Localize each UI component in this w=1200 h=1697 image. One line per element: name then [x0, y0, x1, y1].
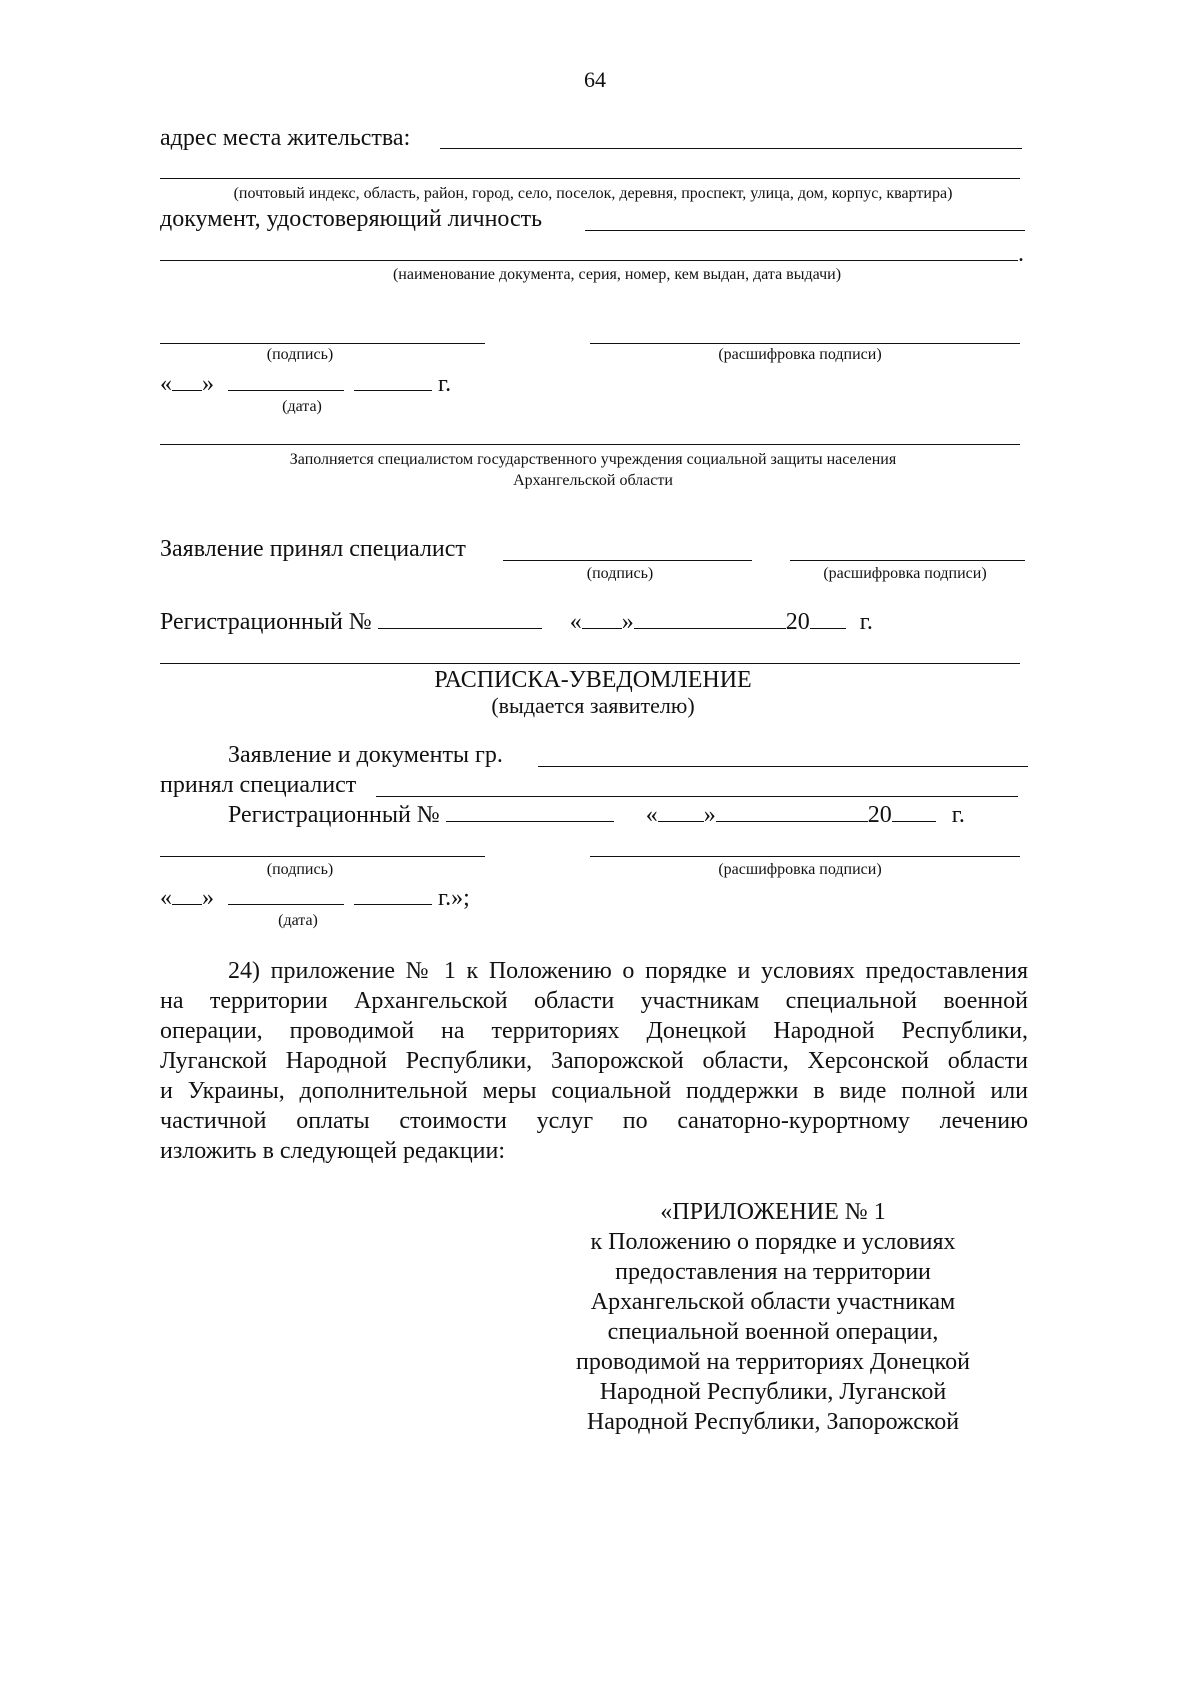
paragraph-line: Луганской Народной Республики, Запорожской области, Херсонской области — [160, 1048, 1028, 1074]
receipt-signature-hint: (подпись) — [266, 861, 334, 878]
signature-decode-line — [590, 343, 1020, 344]
month-blank — [228, 884, 344, 905]
year-prefix: 20 — [867, 802, 892, 828]
specialist-signature-hint: (подпись) — [586, 565, 654, 582]
address-line-2 — [160, 178, 1020, 179]
separator-line — [160, 663, 1020, 664]
id-doc-end: . — [1018, 241, 1024, 267]
specialist-decode-line — [790, 560, 1025, 561]
receipt-title: РАСПИСКА-УВЕДОМЛЕНИЕ — [434, 667, 752, 693]
address-hint: (почтовый индекс, область, район, город, село, поселок, деревня, проспект, улица, дом, корпус, квартира) — [233, 185, 953, 202]
reg-label: Регистрационный № — [228, 802, 440, 828]
day-blank — [582, 608, 622, 629]
appendix-heading-line: предоставления на территории — [615, 1259, 931, 1285]
address-line — [440, 148, 1022, 149]
receipt-subtitle: (выдается заявителю) — [491, 693, 695, 718]
year-blank — [354, 370, 432, 391]
quote-close: » — [703, 802, 716, 828]
signature-line — [160, 343, 485, 344]
quote-close: » — [202, 885, 214, 911]
appendix-heading-line: проводимой на территориях Донецкой — [576, 1349, 970, 1375]
receipt-decode-hint: (расшифровка подписи) — [718, 861, 882, 878]
receipt-accepted-line — [376, 796, 1018, 797]
receipt-accepted-label: принял специалист — [160, 772, 357, 798]
date-suffix: г.»; — [438, 885, 470, 911]
year-suffix: г. — [438, 371, 452, 397]
page-number: 64 — [584, 67, 606, 92]
specialist-signature-line — [503, 560, 752, 561]
registration-row — [160, 608, 873, 636]
docs-line — [538, 766, 1028, 767]
id-doc-label: документ, удостоверяющий личность — [160, 206, 543, 232]
quote-open: « — [569, 609, 582, 635]
paragraph-line: на территории Архангельской области участникам специальной военной — [160, 988, 1028, 1014]
id-doc-line-2 — [160, 260, 1018, 261]
day-blank — [172, 370, 202, 391]
month-blank — [634, 608, 786, 629]
month-blank — [228, 370, 344, 391]
appendix-heading-line: «ПРИЛОЖЕНИЕ № 1 — [660, 1199, 886, 1225]
paragraph-line: операции, проводимой на территориях Донецкой Народной Республики, — [160, 1018, 1028, 1044]
quote-close: » — [621, 609, 634, 635]
day-blank — [658, 801, 704, 822]
paragraph-line: изложить в следующей редакции: — [160, 1138, 506, 1164]
address-label: адрес места жительства: — [160, 125, 411, 151]
specialist-decode-hint: (расшифровка подписи) — [823, 565, 987, 582]
day-blank — [172, 884, 202, 905]
paragraph-line: частичной оплаты стоимости услуг по санаторно-курортному лечению — [160, 1108, 1028, 1134]
reg-number-blank — [446, 801, 614, 822]
docs-label: Заявление и документы гр. — [228, 742, 503, 768]
quote-open: « — [160, 371, 172, 397]
reg-number-blank — [378, 608, 542, 629]
year-blank — [354, 884, 432, 905]
receipt-decode-line — [590, 856, 1020, 857]
filled-by-region: Архангельской области — [513, 472, 673, 489]
appendix-heading-line: специальной военной операции, — [607, 1319, 939, 1345]
receipt-signature-line — [160, 856, 485, 857]
receipt-registration-row — [228, 801, 965, 829]
appendix-heading-line: Народной Республики, Луганской — [599, 1379, 947, 1405]
signature-hint: (подпись) — [266, 346, 334, 363]
quote-close: » — [202, 371, 214, 397]
appendix-heading-line: Народной Республики, Запорожской — [586, 1409, 960, 1435]
date-row — [160, 370, 451, 398]
reg-label: Регистрационный № — [160, 609, 372, 635]
year-blank — [810, 608, 846, 629]
date-hint: (дата) — [282, 398, 322, 415]
receipt-date-hint: (дата) — [278, 912, 318, 929]
id-doc-line — [585, 230, 1025, 231]
year-suffix: г. — [859, 609, 873, 635]
year-blank — [892, 801, 936, 822]
quote-open: « — [160, 885, 172, 911]
paragraph-line: 24) приложение № 1 к Положению о порядке и условиях предоставления — [228, 958, 1028, 984]
month-blank — [716, 801, 868, 822]
appendix-heading-line: к Положению о порядке и условиях — [590, 1229, 956, 1255]
id-doc-hint: (наименование документа, серия, номер, кем выдан, дата выдачи) — [392, 266, 842, 283]
quote-open: « — [645, 802, 658, 828]
receipt-date-row — [160, 884, 470, 912]
accepted-label: Заявление принял специалист — [160, 536, 466, 562]
appendix-heading-line: Архангельской области участникам — [590, 1289, 956, 1315]
year-prefix: 20 — [785, 609, 810, 635]
year-suffix: г. — [951, 802, 965, 828]
signature-decode-hint: (расшифровка подписи) — [718, 346, 882, 363]
filled-by-note: Заполняется специалистом государственного учреждения социальной защиты населения — [289, 451, 897, 468]
paragraph-line: и Украины, дополнительной меры социальной поддержки в виде полной или — [160, 1078, 1028, 1104]
separator-line — [160, 444, 1020, 445]
